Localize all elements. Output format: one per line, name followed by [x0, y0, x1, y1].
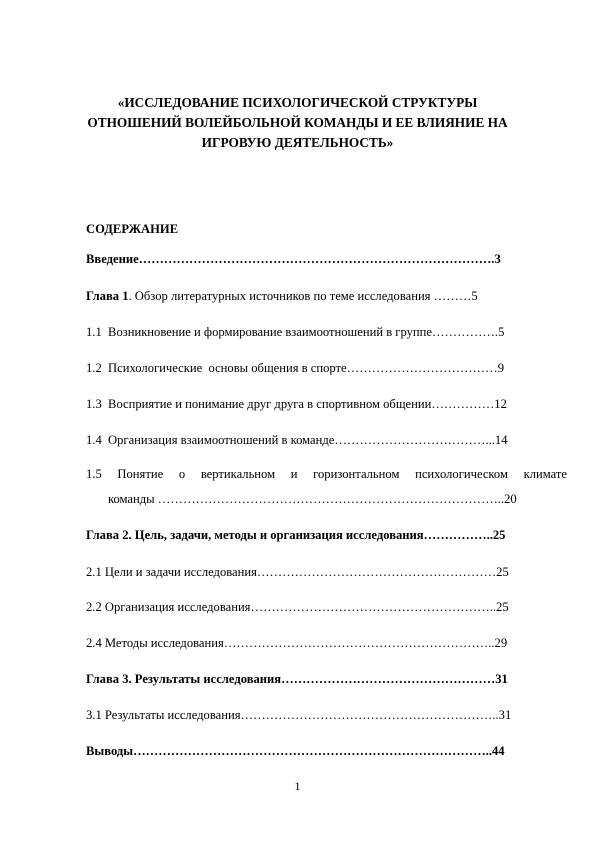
toc-entry-1-1: 1.1 Возникновение и формирование взаимоотношений в группе…………….5	[86, 325, 505, 339]
toc-entry-chapter-1-title: . Обзор литературных источников по теме исследования ………5	[128, 289, 478, 303]
toc-entry-3-1: 3.1 Результаты исследования……………………………………………………..31	[86, 708, 512, 722]
page-number: 1	[294, 779, 301, 793]
toc-entry-2-2: 2.2 Организация исследования…………………………………………………..25	[86, 600, 509, 614]
toc-entry-1-4: 1.4 Организация взаимоотношений в команде………………………………...14	[86, 433, 508, 447]
toc-entry-1-5-line-2: команды ………………………………………………………………………..20	[108, 492, 517, 506]
toc-entry-1-5-line-1: 1.5 Понятие о вертикальном и горизонтальном психологическом климате	[86, 467, 567, 481]
toc-entry-conclusions: Выводы…………………………………………………………………………..44	[86, 744, 505, 758]
toc-entry-1-2: 1.2 Психологические основы общения в спорте………………………………9	[86, 361, 505, 375]
toc-entry-chapter-3: Глава 3. Результаты исследования……………………………………………31	[86, 672, 508, 686]
toc-entry-chapter-2: Глава 2. Цель, задачи, методы и организация исследования……………..25	[86, 528, 506, 542]
toc-entry-chapter-1	[86, 289, 478, 304]
toc-entry-2-1: 2.1 Цели и задачи исследования…………………………………………………25	[86, 565, 509, 579]
document-title-line-3: ИГРОВУЮ ДЕЯТЕЛЬНОСТЬ»	[201, 135, 394, 150]
toc-entry-2-4: 2.4 Методы исследования………………………………………………………..29	[86, 636, 508, 650]
toc-entry-1-3: 1.3 Восприятие и понимание друг друга в спортивном общении……………12	[86, 397, 507, 411]
toc-entry-introduction: Введение………………………………………………………………………….3	[86, 252, 501, 266]
toc-entry-chapter-1-number: Глава 1	[86, 289, 129, 303]
document-title-line-1: «ИССЛЕДОВАНИЕ ПСИХОЛОГИЧЕСКОЙ СТРУКТУРЫ	[117, 95, 478, 110]
toc-heading: СОДЕРЖАНИЕ	[86, 222, 179, 236]
document-title-line-2: ОТНОШЕНИЙ ВОЛЕЙБОЛЬНОЙ КОМАНДЫ И ЕЕ ВЛИЯНИЕ НА	[87, 115, 508, 130]
